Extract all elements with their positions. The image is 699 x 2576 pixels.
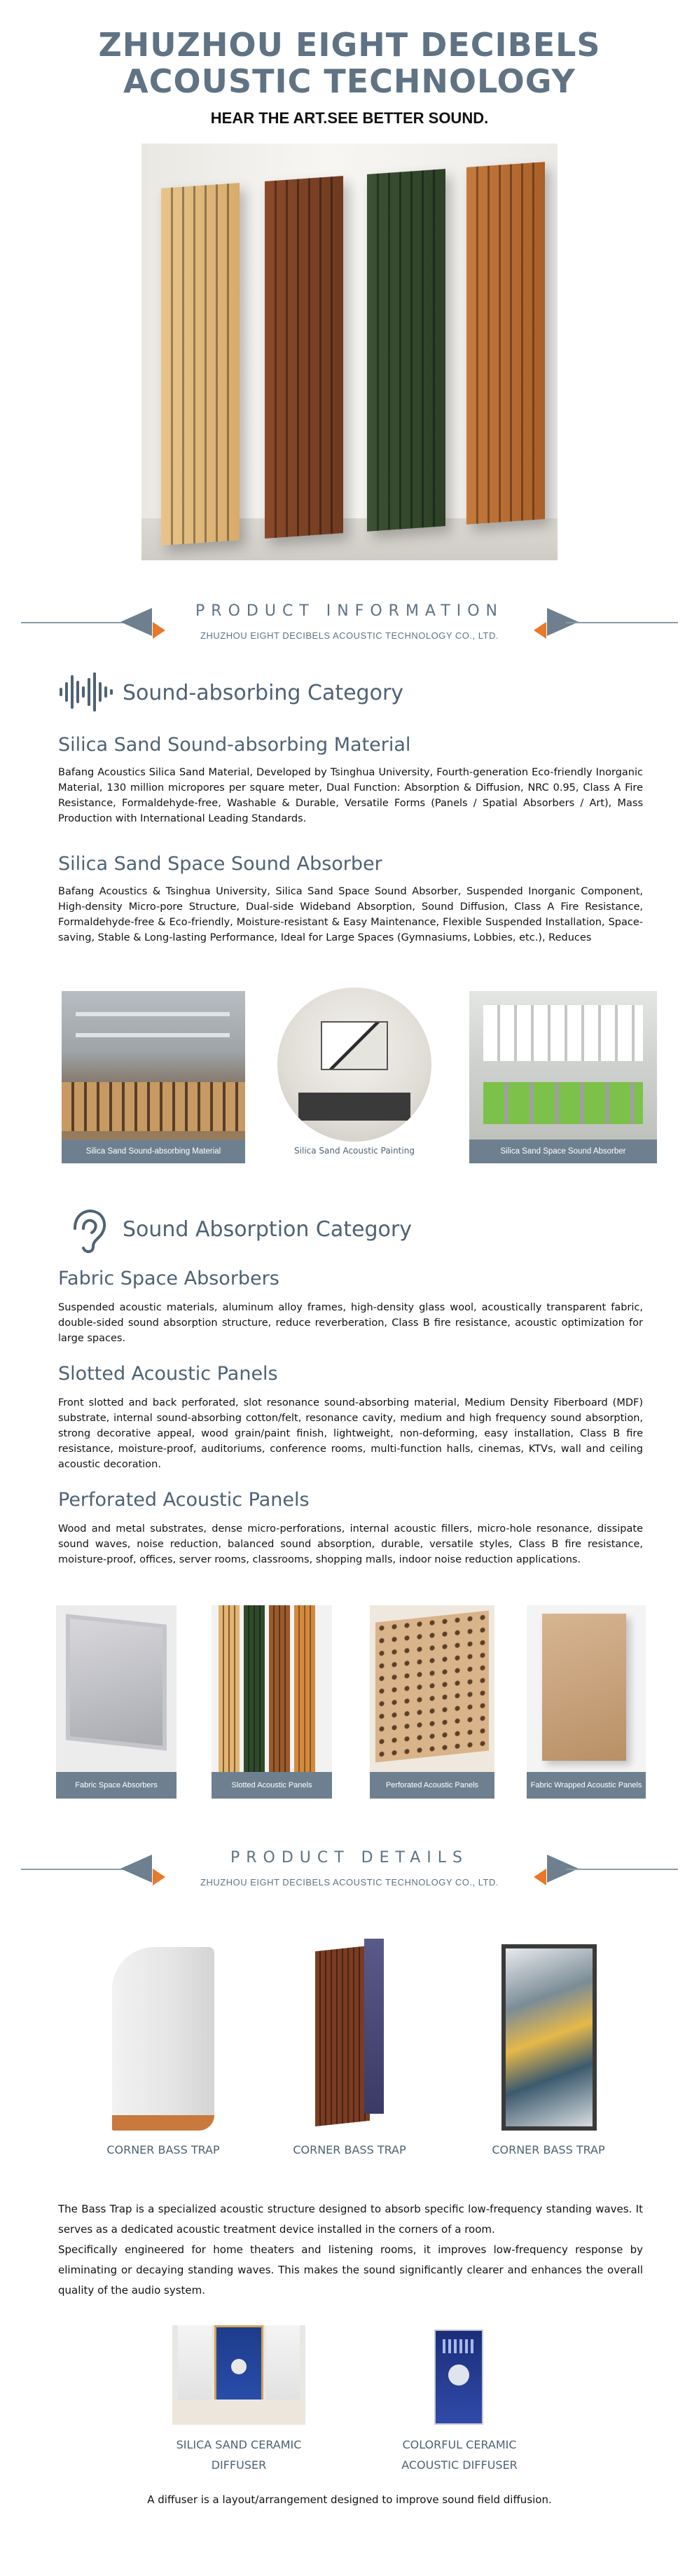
image-caption: Silica Sand Sound-absorbing Material bbox=[62, 1140, 245, 1163]
subheading-slotted-acoustic-panels: Slotted Acoustic Panels bbox=[58, 1363, 278, 1385]
image-caption: Fabric Wrapped Acoustic Panels bbox=[527, 1772, 646, 1799]
description-slotted-acoustic-panels: Front slotted and back perforated, slot resonance sound-absorbing material, Medium Density Fiberboard (MDF) substrate, internal sound-absorbing cotton/felt, resonance cavity, medium and high frequency sound absorption, strong decorative appeal, wood grain/paint finish, lightweight, non-deforming, easy installation, Class B fire resistance, moisture-proof, auditoriums, conference rooms, multi-function halls, cinemas, KTVs, wall and ceiling acoustic decoration. bbox=[58, 1397, 643, 1470]
banner-line-left bbox=[21, 622, 133, 623]
section-title: PRODUCT INFORMATION bbox=[195, 602, 504, 620]
hero-panel-brown-wood bbox=[265, 176, 343, 539]
image-card-silica-sand-space-absorber bbox=[469, 991, 657, 1163]
bass-trap-label: CORNER BASS TRAP bbox=[106, 2143, 220, 2156]
description-fabric-space-absorbers: Suspended acoustic materials, aluminum alloy frames, high-density glass wool, acoustically transparent fabric, double-sided sound absorption structure, reduce reverberation, Class B fire resistance, acoustic optimization for large spaces. bbox=[58, 1302, 643, 1344]
diffuser-image-colorful-ceramic bbox=[434, 2329, 483, 2425]
banner-line-left bbox=[21, 1869, 133, 1870]
diffuser-description: A diffuser is a layout/arrangement designed to improve sound field diffusion. bbox=[147, 2493, 552, 2506]
ear-icon bbox=[64, 1205, 113, 1255]
subheading-silica-sand-material: Silica Sand Sound-absorbing Material bbox=[58, 734, 411, 756]
category-title: Sound Absorption Category bbox=[123, 1217, 412, 1242]
bass-trap-image-panels bbox=[315, 1939, 385, 2128]
category-heading-sound-absorbing bbox=[58, 672, 478, 714]
image-card-fabric-wrapped-acoustic-panels bbox=[527, 1605, 646, 1799]
image-caption: Fabric Space Absorbers bbox=[56, 1772, 177, 1799]
banner-accent-right-icon bbox=[534, 1869, 546, 1885]
hero-panel-orange-wood bbox=[466, 162, 545, 525]
image-card-silica-sand-painting bbox=[277, 988, 431, 1142]
subheading-silica-sand-space-absorber: Silica Sand Space Sound Absorber bbox=[58, 853, 382, 875]
image-card-slotted-acoustic-panels bbox=[212, 1605, 332, 1799]
tagline: HEAR THE ART.SEE BETTER SOUND. bbox=[210, 109, 489, 127]
hero-panel-light-wood bbox=[161, 183, 240, 546]
image-caption: Silica Sand Space Sound Absorber bbox=[469, 1140, 657, 1163]
image-caption: Perforated Acoustic Panels bbox=[370, 1772, 494, 1799]
image-caption-painting: Silica Sand Acoustic Painting bbox=[294, 1146, 415, 1156]
image-card-perforated-acoustic-panels bbox=[370, 1605, 494, 1799]
bass-trap-image-art bbox=[501, 1944, 597, 2131]
banner-line-right bbox=[566, 1869, 678, 1870]
diffuser-label: SILICA SAND CERAMIC DIFFUSER bbox=[176, 2438, 302, 2472]
bass-trap-image-white bbox=[112, 1947, 214, 2131]
subheading-fabric-space-absorbers: Fabric Space Absorbers bbox=[58, 1268, 279, 1289]
image-caption: Slotted Acoustic Panels bbox=[212, 1772, 332, 1799]
bass-trap-description: The Bass Trap is a specialized acoustic structure designed to absorb specific low-frequency standing waves. It serves as a dedicated acoustic treatment device installed in the corners of a room. bbox=[58, 2203, 643, 2236]
bass-trap-description-2: Specifically engineered for home theaters and listening rooms, it improves low-frequency response by eliminating or decaying standing waves. This makes the sound significantly clearer and enhances the overall quality of the audio system. bbox=[58, 2243, 643, 2297]
description-perforated-acoustic-panels: Wood and metal substrates, dense micro-perforations, internal acoustic fillers, micro-hole resonance, dissipate sound waves, noise reduction, balanced sound absorption, durable, versatile styles, Class B fire resistance, moisture-proof, offices, server rooms, classrooms, shopping malls, indoor noise reduction applications. bbox=[58, 1523, 643, 1565]
section-subtitle: ZHUZHOU EIGHT DECIBELS ACOUSTIC TECHNOLOGY CO., LTD. bbox=[200, 1877, 499, 1888]
image-card-silica-sand-material bbox=[62, 991, 245, 1163]
section-subtitle: ZHUZHOU EIGHT DECIBELS ACOUSTIC TECHNOLOGY CO., LTD. bbox=[200, 630, 499, 641]
bass-trap-label: CORNER BASS TRAP bbox=[293, 2143, 406, 2156]
image-card-fabric-space-absorbers bbox=[56, 1605, 177, 1799]
bass-trap-label: CORNER BASS TRAP bbox=[492, 2143, 605, 2156]
diffuser-image-silica-sand-ceramic bbox=[172, 2325, 305, 2425]
hero-panel-green bbox=[367, 169, 445, 532]
category-title: Sound-absorbing Category bbox=[123, 681, 404, 705]
product-information-banner bbox=[0, 594, 699, 650]
banner-line-right bbox=[566, 622, 678, 623]
description-silica-sand-material: Bafang Acoustics Silica Sand Material, Developed by Tsinghua University, Fourth-generation Eco-friendly Inorganic Material, 130 million micropores per square meter, Dual Function: Absorption & Diffusion, NRC 0.95, Class A Fire Resistance, Formaldehyde-free, Washable & Durable, Versatile Forms (Panels / Spatial Absorbers / Art), Mass Production with International Leading Standards. bbox=[58, 767, 643, 824]
page-title: ZHUZHOU EIGHT DECIBELS ACOUSTIC TECHNOLOGY bbox=[98, 26, 601, 100]
section-title: PRODUCT DETAILS bbox=[230, 1849, 469, 1867]
banner-accent-right-icon bbox=[534, 622, 546, 639]
diffuser-label: COLORFUL CERAMIC ACOUSTIC DIFFUSER bbox=[401, 2438, 518, 2472]
subheading-perforated-acoustic-panels: Perforated Acoustic Panels bbox=[58, 1489, 310, 1511]
product-details-banner bbox=[0, 1841, 699, 1897]
hero-image bbox=[141, 144, 558, 560]
sound-wave-icon bbox=[58, 672, 114, 712]
description-silica-sand-space-absorber: Bafang Acoustics & Tsinghua University, Silica Sand Space Sound Absorber, Suspended Inorganic Component, High-density Micro-pore Structure, Dual-side Wideband Absorption, Sound Diffusion, Class A Fire Resistance, Formaldehyde-free & Eco-friendly, Moisture-resistant & Easy Maintenance, Flexible Suspended Installation, Space-saving, Stable & Long-lasting Performance, Ideal for Large Spaces (Gymnasiums, Lobbies, etc.), Reduces bbox=[58, 886, 643, 943]
category-heading-sound-absorption bbox=[58, 1209, 478, 1251]
